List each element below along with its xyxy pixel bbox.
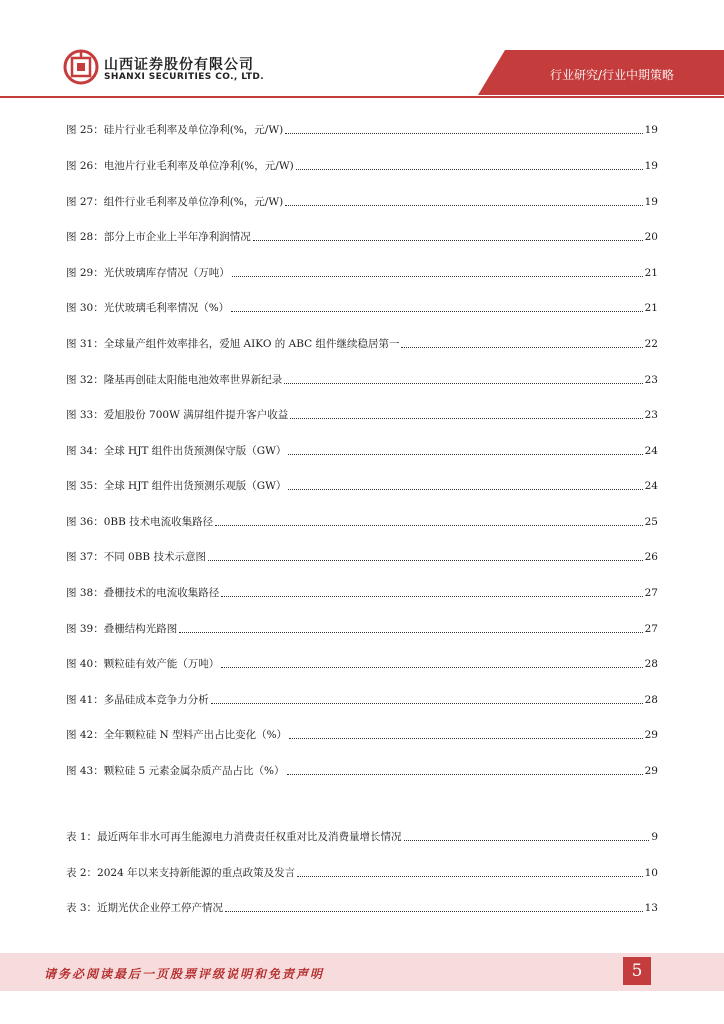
dot-leader	[285, 204, 642, 206]
footer-disclaimer: 请务必阅读最后一页股票评级说明和免责声明	[44, 967, 325, 981]
entry-title: 全球量产组件效率排名，爱旭 AIKO 的 ABC 组件继续稳居第一	[103, 338, 400, 350]
entry-page: 21	[644, 302, 658, 314]
dot-leader	[225, 910, 643, 912]
toc-figure-entry[interactable]	[66, 546, 658, 564]
entry-page: 28	[644, 658, 658, 670]
dot-leader	[211, 702, 643, 704]
toc-figure-entry[interactable]	[66, 369, 658, 387]
dot-leader	[232, 275, 643, 277]
entry-number: 图 25：	[66, 124, 104, 136]
dot-leader	[253, 239, 643, 241]
toc-figure-entry[interactable]	[66, 226, 658, 244]
dot-leader	[401, 346, 642, 348]
company-logo-icon	[63, 49, 99, 85]
entry-number: 图 42：	[66, 729, 104, 741]
entry-page: 23	[644, 374, 658, 386]
entry-page: 29	[644, 765, 658, 777]
entry-title: 最近两年非水可再生能源电力消费责任权重对比及消费量增长情况	[97, 831, 402, 843]
entry-number: 图 26：	[66, 160, 104, 172]
entry-page: 25	[644, 516, 658, 528]
toc-figure-entry[interactable]	[66, 689, 658, 707]
toc-figure-entry[interactable]	[66, 404, 658, 422]
dot-leader	[179, 631, 642, 633]
entry-page: 23	[644, 409, 658, 421]
dot-leader	[404, 839, 650, 841]
dot-leader	[221, 666, 642, 668]
toc-figure-entry[interactable]	[66, 724, 658, 742]
toc-figure-entry[interactable]	[66, 440, 658, 458]
entry-number: 图 38：	[66, 587, 104, 599]
toc-figure-entry[interactable]	[66, 333, 658, 351]
dot-leader	[289, 737, 643, 739]
toc-figure-entry[interactable]	[66, 262, 658, 280]
entry-number: 表 3：	[66, 902, 98, 914]
entry-number: 图 27：	[66, 196, 104, 208]
dot-leader	[215, 524, 642, 526]
entry-title: 叠栅技术的电流收集路径	[103, 587, 220, 599]
entry-page: 21	[644, 267, 658, 279]
dot-leader	[288, 453, 642, 455]
entry-page: 20	[644, 231, 658, 243]
header-accent-band	[0, 0, 724, 100]
entry-title: 叠栅结构光路图	[103, 623, 178, 635]
entry-page: 19	[644, 160, 658, 172]
toc-figure-entry[interactable]	[66, 653, 658, 671]
dot-leader	[288, 488, 642, 490]
dot-leader	[221, 595, 642, 597]
entry-title: 全球 HJT 组件出货预测乐观版（GW）	[103, 480, 287, 492]
entry-title: 光伏玻璃毛利率情况（%）	[103, 302, 230, 314]
dot-leader	[284, 382, 642, 384]
dot-leader	[231, 310, 642, 312]
entry-page: 28	[644, 694, 658, 706]
entry-number: 图 43：	[66, 765, 104, 777]
entry-page: 19	[644, 196, 658, 208]
entry-page: 24	[644, 445, 658, 457]
entry-number: 图 29：	[66, 267, 104, 279]
dot-leader	[296, 168, 643, 170]
entry-page: 27	[644, 587, 658, 599]
toc-figure-entry[interactable]	[66, 582, 658, 600]
entry-title: 近期光伏企业停工停产情况	[97, 902, 224, 914]
toc-table-entry[interactable]	[66, 826, 658, 844]
entry-number: 图 34：	[66, 445, 104, 457]
toc-figure-entry[interactable]	[66, 618, 658, 636]
toc-figure-entry[interactable]	[66, 297, 658, 315]
entry-title: 爱旭股份 700W 满屏组件提升客户收益	[103, 409, 289, 421]
entry-page: 26	[644, 551, 658, 563]
entry-page: 27	[644, 623, 658, 635]
toc-figure-entry[interactable]	[66, 511, 658, 529]
entry-page: 22	[644, 338, 658, 350]
dot-leader	[287, 773, 643, 775]
dot-leader	[208, 559, 643, 561]
entry-title: 部分上市企业上半年净利润情况	[103, 231, 251, 243]
entry-title: 多晶硅成本竞争力分析	[103, 694, 209, 706]
entry-number: 图 36：	[66, 516, 104, 528]
entry-page: 24	[644, 480, 658, 492]
entry-page: 13	[644, 902, 658, 914]
entry-number: 图 37：	[66, 551, 104, 563]
report-type-label: 行业研究/行业中期策略	[549, 68, 674, 82]
dot-leader	[290, 417, 642, 419]
entry-number: 表 2：	[66, 867, 98, 879]
entry-number: 图 31：	[66, 338, 104, 350]
company-name-cn: 山西证券股份有限公司	[104, 57, 254, 73]
toc-table-entry[interactable]	[66, 897, 658, 915]
entry-title: 组件行业毛利率及单位净利(%，元/W)	[103, 196, 284, 208]
entry-number: 图 30：	[66, 302, 104, 314]
company-name-en: SHANXI SECURITIES CO., LTD.	[104, 72, 265, 82]
entry-title: 0BB 技术电流收集路径	[103, 516, 214, 528]
entry-title: 硅片行业毛利率及单位净利(%，元/W)	[103, 124, 284, 136]
entry-number: 图 40：	[66, 658, 104, 670]
toc-figure-entry[interactable]	[66, 760, 658, 778]
toc-table-entry[interactable]	[66, 862, 658, 880]
entry-title: 电池片行业毛利率及单位净利(%，元/W)	[103, 160, 294, 172]
entry-title: 颗粒硅有效产能（万吨）	[103, 658, 220, 670]
entry-number: 图 39：	[66, 623, 104, 635]
entry-number: 图 32：	[66, 374, 104, 386]
entry-title: 不同 0BB 技术示意图	[103, 551, 206, 563]
entry-title: 2024 年以来支持新能源的重点政策及发言	[97, 867, 296, 879]
entry-number: 图 33：	[66, 409, 104, 421]
entry-page: 19	[644, 124, 658, 136]
entry-page: 10	[644, 867, 658, 879]
entry-title: 隆基再创硅太阳能电池效率世界新纪录	[103, 374, 283, 386]
page-header	[0, 0, 724, 100]
entry-page: 29	[644, 729, 658, 741]
entry-number: 图 28：	[66, 231, 104, 243]
toc-figure-entry[interactable]	[66, 155, 658, 173]
dot-leader	[285, 132, 642, 134]
toc-figure-entry[interactable]	[66, 191, 658, 209]
entry-title: 全年颗粒硅 N 型料产出占比变化（%）	[103, 729, 288, 741]
entry-number: 图 35：	[66, 480, 104, 492]
dot-leader	[297, 875, 643, 877]
entry-title: 全球 HJT 组件出货预测保守版（GW）	[103, 445, 287, 457]
page-number: 5	[623, 957, 651, 985]
entry-title: 光伏玻璃库存情况（万吨）	[103, 267, 230, 279]
entry-number: 表 1：	[66, 831, 98, 843]
entry-page: 9	[651, 831, 658, 843]
entry-number: 图 41：	[66, 694, 104, 706]
toc-figure-entry[interactable]	[66, 475, 658, 493]
entry-title: 颗粒硅 5 元素金属杂质产品占比（%）	[103, 765, 285, 777]
toc-figure-entry[interactable]	[66, 119, 658, 137]
